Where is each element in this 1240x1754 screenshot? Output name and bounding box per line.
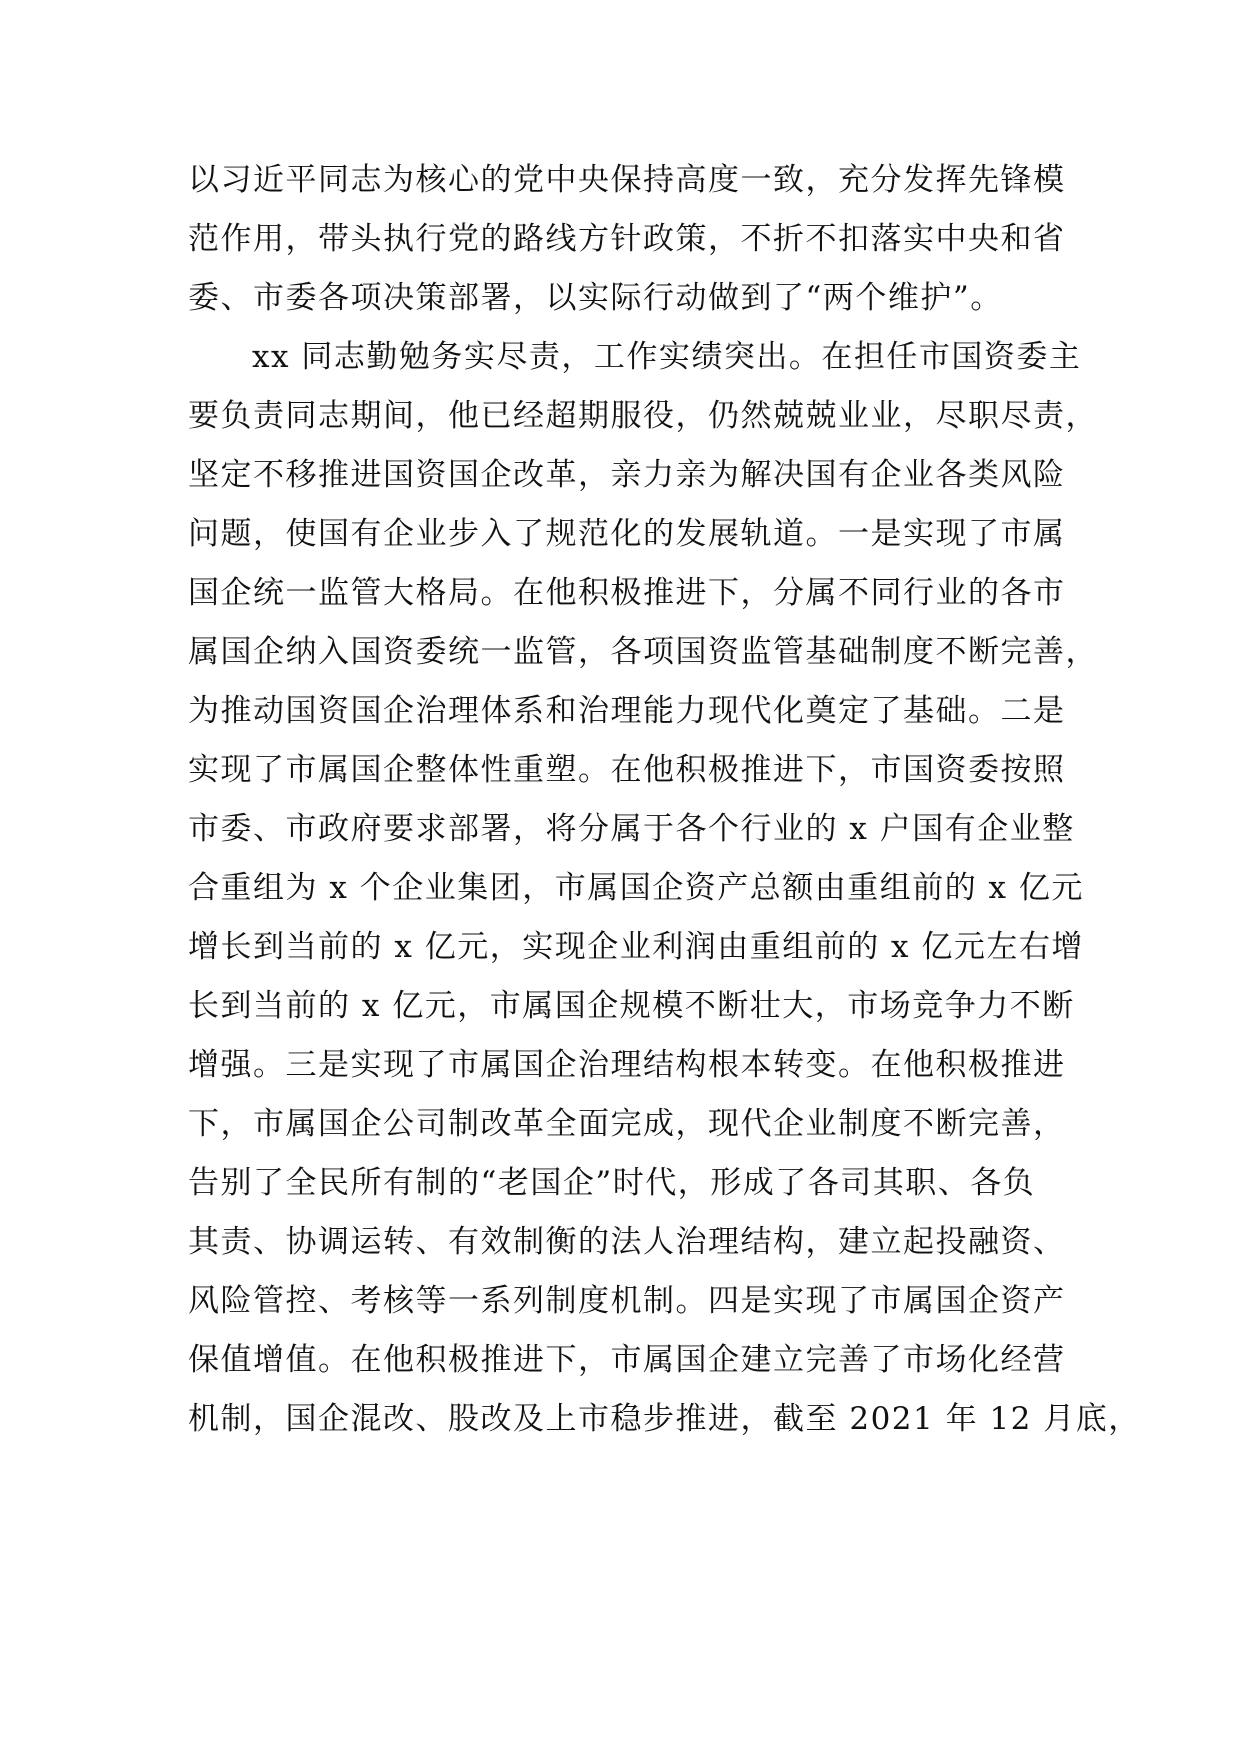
paragraph-start-line: xx 同志勤勉务实尽责，工作实绩突出。在担任市国资委主 <box>252 339 1082 375</box>
text-line: 增长到当前的 x 亿元，实现企业利润由重组前的 x 亿元左右增 <box>188 929 1084 965</box>
text-line: 保值增值。在他积极推进下，市属国企建立完善了市场化经营 <box>188 1342 1066 1378</box>
text-line: 问题，使国有企业步入了规范化的发展轨道。一是实现了市属 <box>188 516 1066 552</box>
text-line: 风险管控、考核等一系列制度机制。四是实现了市属国企资产 <box>188 1283 1066 1319</box>
text-line: 实现了市属国企整体性重塑。在他积极推进下，市国资委按照 <box>188 752 1066 788</box>
text-line: 长到当前的 x 亿元，市属国企规模不断壮大，市场竞争力不断 <box>188 988 1075 1024</box>
text-line: 下，市属国企公司制改革全面完成，现代企业制度不断完善， <box>188 1106 1066 1142</box>
text-line: 告别了全民所有制的“老国企”时代，形成了各司其职、各负 <box>188 1165 1036 1201</box>
text-line: 其责、协调运转、有效制衡的法人治理结构，建立起投融资、 <box>188 1224 1066 1260</box>
text-line: 范作用，带头执行党的路线方针政策，不折不扣落实中央和省 <box>188 221 1066 257</box>
text-line: 以习近平同志为核心的党中央保持高度一致，充分发挥先锋模 <box>188 162 1066 198</box>
text-line: 坚定不移推进国资国企改革，亲力亲为解决国有企业各类风险 <box>188 457 1066 493</box>
text-line: 机制，国企混改、股改及上市稳步推进，截至 2021 年 12 月底， <box>188 1401 1141 1437</box>
text-line: 为推动国资国企治理体系和治理能力现代化奠定了基础。二是 <box>188 693 1066 729</box>
text-line: 合重组为 x 个企业集团，市属国企资产总额由重组前的 x 亿元 <box>188 870 1084 906</box>
text-line: 要负责同志期间，他已经超期服役，仍然兢兢业业，尽职尽责， <box>188 398 1098 434</box>
text-line: 增强。三是实现了市属国企治理结构根本转变。在他积极推进 <box>188 1047 1066 1083</box>
text-line: 委、市委各项决策部署，以实际行动做到了“两个维护”。 <box>188 280 1003 316</box>
text-line: 市委、市政府要求部署，将分属于各个行业的 x 户国有企业整 <box>188 811 1075 847</box>
text-line: 国企统一监管大格局。在他积极推进下，分属不同行业的各市 <box>188 575 1066 611</box>
text-line: 属国企纳入国资委统一监管，各项国资监管基础制度不断完善， <box>188 634 1098 670</box>
